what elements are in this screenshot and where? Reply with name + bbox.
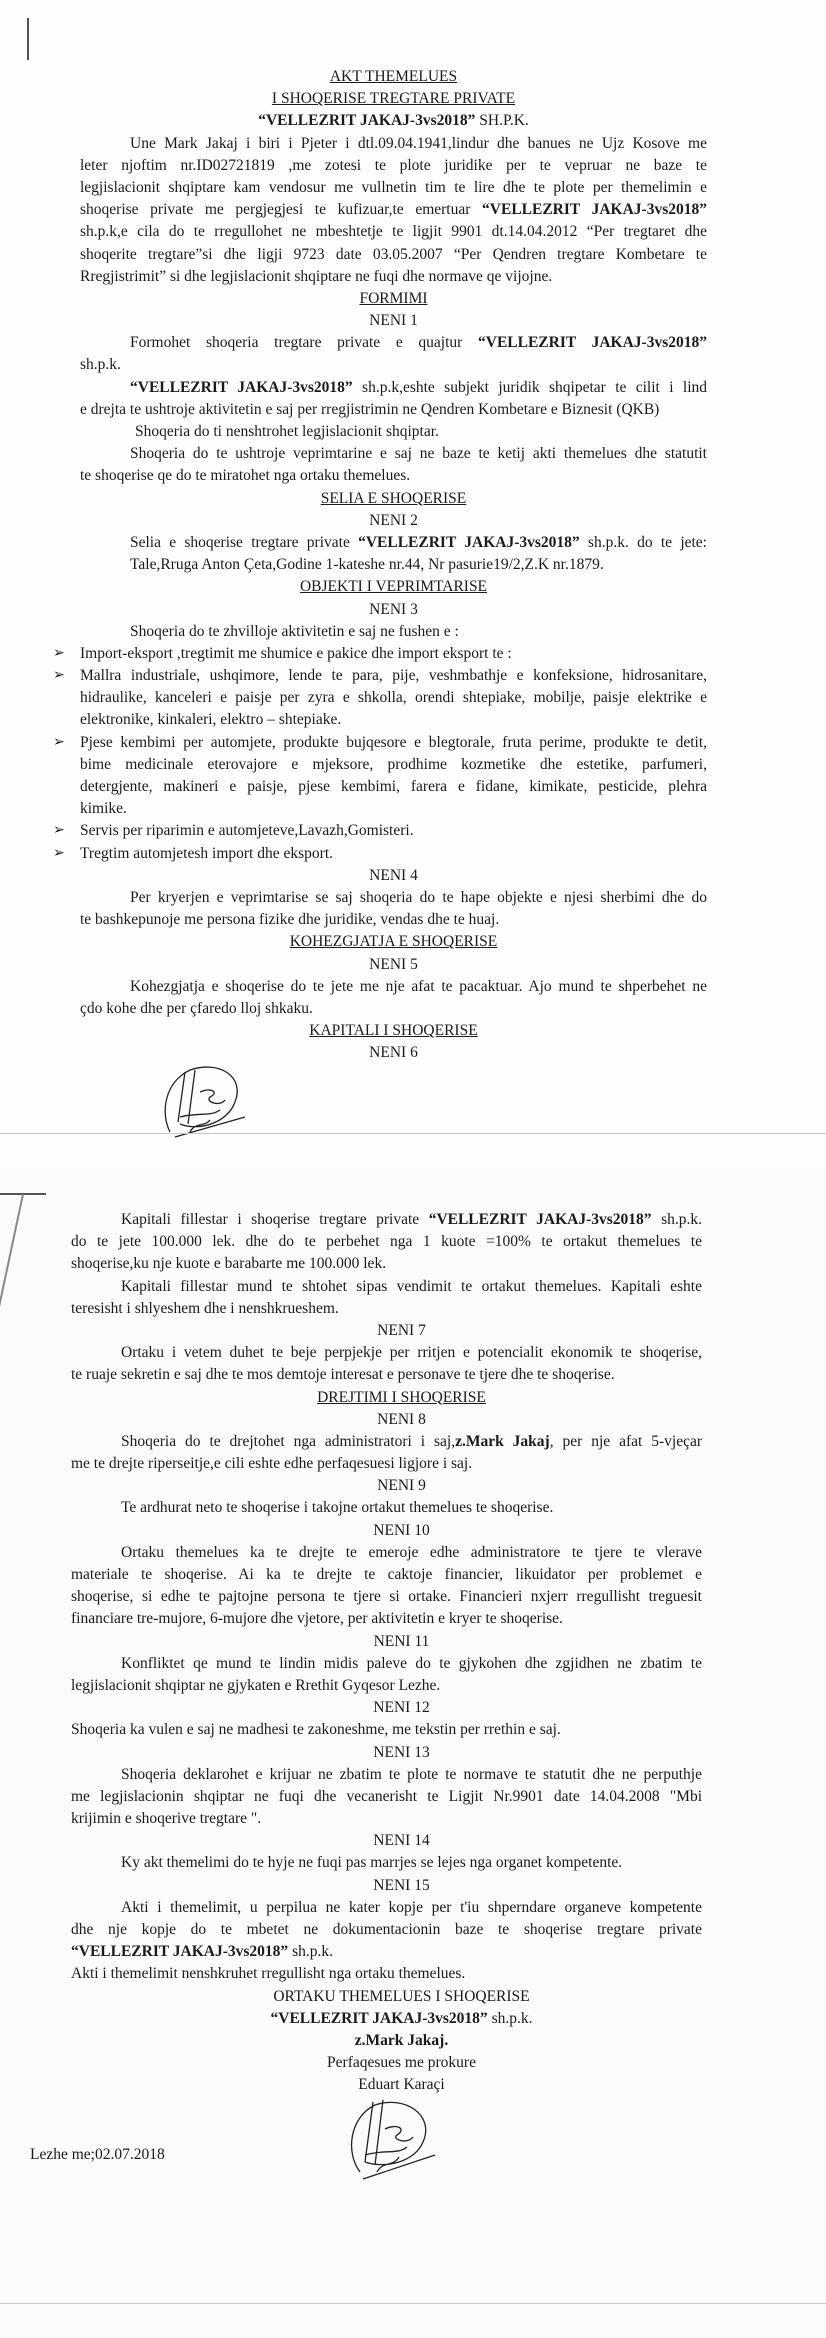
centered-text (71, 1697, 702, 1719)
text-line: Formohet shoqeria tregtare private e quajtur “VELLEZRIT JAKAJ-3vs2018” (130, 334, 707, 352)
text-line: me legjislacionin shqiptar ne fuqi dhe vecanerisht te Ligjit Nr.9901 date 14.04.2008 "Mbi (71, 1787, 702, 1805)
page-edge (0, 1194, 23, 1400)
text-line: legjislacionit shqiptare kam vendosur me vullnetin tim te lire dhe te plote per themelimin e (80, 178, 707, 196)
page-edge (0, 2303, 826, 2304)
text-line: Ky akt themelimi do te hyje ne fuqi pas marrjes se lejes nga organet kompetente. (121, 1854, 623, 1872)
text-line: Servis per riparimin e automjeteve,Lavazh,Gomisteri. (80, 822, 414, 840)
text-line: Import-eksport ,tregtimit me shumice e pakice dhe import eksport te : (80, 644, 512, 662)
text-line: AKT THEMELUES (329, 68, 458, 85)
text-line: Ortaku i vetem duhet te beje perpjekje per rritjen e potencialit ekonomik te shoqerise, (121, 1344, 702, 1362)
paragraph (80, 332, 707, 376)
text-line: FORMIMI (359, 289, 428, 307)
text-line: ORTAKU THEMELUES I SHOQERISE (273, 1987, 530, 2005)
paragraph (80, 421, 707, 443)
paragraph (71, 1897, 702, 1964)
section-heading (80, 576, 707, 598)
text-line: do te jete 100.000 lek. dhe do te perbehet nga 1 kuote =100% te ortakut themelues te (71, 1233, 702, 1251)
text-line: Shoqeria do te drejtohet nga administratori i saj,z.Mark Jakaj, per nje afat 5-vjeçar (121, 1432, 702, 1450)
paragraph (71, 1431, 702, 1475)
paragraph (71, 1653, 702, 1697)
signature (335, 2097, 445, 2182)
text-line: Kohezgjatja e shoqerise do te jete me nje afat te pacaktuar. Ajo mund te shperbehet ne (130, 977, 707, 995)
text-line: te shoqerise qe do te miratohet nga ortaku themelues. (80, 467, 411, 485)
text-line: e drejta te ushtroje aktivitetin e saj per rregjistrimin ne Qendren Kombetare e Biznesit (QKB) (80, 400, 660, 418)
text-line: “VELLEZRIT JAKAJ-3vs2018” SH.P.K. (258, 112, 529, 130)
text-line: OBJEKTI I VEPRIMTARISE (299, 578, 488, 596)
text-line: NENI 9 (377, 1477, 426, 1495)
text-line: NENI 3 (369, 600, 418, 618)
section-heading (80, 288, 707, 310)
text-line: Rregjistrimit” si dhe legjislacionit shqiptare ne fuqi dhe normave qe vijojne. (80, 267, 553, 285)
text-line: Te ardhurat neto te shoqerise i takojne ortakut themelues te shoqerise. (121, 1499, 554, 1517)
centered-text (71, 2074, 702, 2096)
text-line: Mallra industriale, ushqimore, lende te para, pije, veshmbathje e konfeksione, hidrosanitare, (80, 667, 707, 685)
bullet-arrow-icon: ➢ (53, 645, 65, 661)
section-heading (71, 1387, 702, 1409)
text-line: Une Mark Jakaj i biri i Pjeter i dtl.09.04.1941,lindur dhe banues ne Ujz Kosove me (130, 134, 707, 152)
text-line: Ortaku themelues ka te drejte te emeroje edhe administratore te tjere te vlerave (121, 1543, 702, 1561)
text-line: NENI 14 (373, 1832, 430, 1850)
centered-text (71, 1631, 702, 1653)
bullet-arrow-icon: ➢ (53, 845, 65, 861)
text-line: NENI 5 (369, 955, 418, 973)
text-line: KOHEZGJATJA E SHOQERISE (289, 933, 498, 951)
centered-text (71, 2052, 702, 2074)
text-line: Shoqeria do te ushtroje veprimtarine e saj ne baze te ketij akti themelues dhe statutit (130, 445, 707, 463)
text-line: te bashkepunoje me persona fizike dhe juridike, vendas dhe te huaj. (80, 911, 500, 929)
text-line: hidraulike, kanceleri e paisje per zyra e shkolla, orendi shtepiake, mobilje, paisje elektrike e (80, 689, 707, 707)
paragraph (71, 1852, 702, 1874)
centered-text (71, 1875, 702, 1897)
paragraph (80, 976, 707, 1020)
paragraph (71, 1764, 702, 1831)
bullet-item (53, 820, 707, 842)
text-line: Tregtim automjetesh import dhe eksport. (80, 844, 333, 862)
bullet-arrow-icon: ➢ (53, 823, 65, 839)
text-line: Shoqeria do te zhvilloje aktivitetin e saj ne fushen e : (130, 622, 459, 640)
paragraph (80, 532, 707, 576)
text-line: elektronike, kinkaleri, elektro – shtepiake. (80, 711, 342, 729)
text-line: shoqerite tregtare”si dhe ligji 9723 date 03.05.2007 “Per Qendren tregtare Kombetare te (80, 245, 707, 263)
centered-text (71, 2008, 702, 2030)
centered-text (71, 1742, 702, 1764)
text-line: bime medicinale eterovajore e mjeksore, prodhime kozmetike dhe estetike, parfumeri, (80, 755, 707, 773)
text-line: I SHOQERISE TREGTARE PRIVATE (271, 90, 516, 108)
text-line: Perfaqesues me prokure (327, 2054, 476, 2072)
text-line: sh.p.k,e cila do te rregullohet ne mbeshtetje te ligjit 9901 dt.14.04.2012 “Per tregtaret dhe (80, 223, 707, 241)
text-line: NENI 7 (377, 1321, 426, 1339)
document-page-1 (0, 0, 826, 1134)
text-line: teresisht i shlyeshem dhe i nenshkrueshem. (71, 1299, 339, 1317)
text-line: krijimin e shoqerive tregtare ". (71, 1810, 262, 1828)
text-line: “VELLEZRIT JAKAJ-3vs2018” sh.p.k. (270, 2009, 533, 2027)
text-line: NENI 2 (369, 511, 418, 529)
text-line: “VELLEZRIT JAKAJ-3vs2018” sh.p.k. (71, 1943, 333, 1961)
section-heading (80, 488, 707, 510)
paragraph (80, 377, 707, 421)
text-line: Shoqeria do ti nenshtrohet legjislacionit shqiptar. (135, 423, 439, 440)
text-line: te ruaje sekretin e saj dhe te mos demtoje interesat e personave te tjere dhe te shoqerise. (71, 1366, 615, 1384)
text-line: NENI 11 (373, 1632, 430, 1650)
text-line: çdo kohe dhe per çfaredo lloj shkaku. (80, 999, 313, 1017)
text-line: financiare tre-mujore, 6-mujore dhe vjetore, per aktivitetin e kryer te shoqerise. (71, 1610, 563, 1628)
text-line: SELIA E SHOQERISE (320, 489, 467, 507)
page-edge (0, 1133, 826, 1134)
bullet-arrow-icon: ➢ (53, 734, 65, 750)
text-line: kimike. (80, 800, 127, 818)
centered-text (71, 2030, 702, 2052)
centered-text (80, 954, 707, 976)
text-line: Akti i themelimit, u perpilua ne kater kopje per t'iu shperndare organeve kompetente (121, 1898, 702, 1916)
paragraph (71, 1497, 702, 1519)
text-line: NENI 13 (373, 1743, 430, 1761)
text-line: Shoqeria ka vulen e saj ne madhesi te zakoneshme, me tekstin per rrethin e saj. (71, 1721, 561, 1739)
page-1-text (53, 66, 707, 1064)
centered-text (71, 1986, 702, 2008)
text-line: me te drejte riperseitje,e cili eshte edhe perfaqesuesi ligjore i saj. (71, 1455, 473, 1473)
paragraph (71, 1963, 702, 1985)
text-line: legjislacionit shqiptar ne gjykaten e Rrethit Gyqesor Lezhe. (71, 1676, 441, 1694)
document-page-2 (0, 1168, 826, 2338)
centered-text (71, 1320, 702, 1342)
text-line: Kapitali fillestar i shoqerise tregtare private “VELLEZRIT JAKAJ-3vs2018” sh.p.k. (121, 1211, 702, 1228)
text-line: Kapitali fillestar mund te shtohet sipas vendimit te ortakut themelues. Kapitali eshte (121, 1277, 702, 1295)
paragraph (80, 887, 707, 931)
text-line: NENI 4 (369, 866, 418, 884)
text-line: Akti i themelimit nenshkruhet rregullisht nga ortaku themelues. (71, 1965, 466, 1983)
paragraph (80, 133, 707, 288)
text-line: “VELLEZRIT JAKAJ-3vs2018” sh.p.k,eshte subjekt juridik shqipetar te cilit i lind (130, 378, 707, 396)
paragraph (71, 1209, 702, 1276)
text-line: sh.p.k. (80, 356, 121, 374)
bullet-item (53, 643, 707, 665)
text-line: KAPITALI I SHOQERISE (309, 1022, 478, 1040)
place-date: Lezhe me;02.07.2018 (30, 2146, 165, 2163)
text-line: NENI 1 (369, 312, 418, 330)
bullet-item (53, 732, 707, 821)
text-line: NENI 15 (373, 1876, 430, 1894)
text-line: materiale te shoqerise. Ai ka te drejte te caktoje financier, likuidator per problemet e (71, 1566, 702, 1583)
paragraph (71, 1276, 702, 1320)
section-heading (80, 66, 707, 88)
section-heading (80, 931, 707, 953)
text-line: DREJTIMI I SHOQERISE (317, 1388, 486, 1406)
text-line: shoqerise private me pergjegjesi te kufizuar,te emertuar “VELLEZRIT JAKAJ-3vs2018” (80, 201, 707, 219)
section-heading (80, 88, 707, 110)
centered-text (71, 1475, 702, 1497)
centered-text (80, 510, 707, 532)
paragraph (80, 621, 707, 643)
text-line: Selia e shoqerise tregtare private “VELLEZRIT JAKAJ-3vs2018” sh.p.k. do te jete: (130, 533, 707, 551)
text-line: NENI 8 (377, 1410, 426, 1428)
centered-text (71, 1520, 702, 1542)
text-line: Konfliktet qe mund te lindin midis paleve do te gjykohen dhe zgjidhen ne zbatim te (121, 1654, 702, 1672)
centered-text (71, 1830, 702, 1852)
text-line: shoqerise, si edhe te pajtojne persona te tjere si ortake. Financieri nxjerr rregullisht treguesit (71, 1588, 702, 1606)
bullet-item (53, 843, 707, 865)
text-line: leter njoftim nr.ID02721819 ,me zotesi te plote juridike per te vepruar ne baze te (80, 156, 707, 174)
page-2-text (71, 1209, 702, 2097)
paragraph (71, 1342, 702, 1386)
text-line: Eduart Karaçi (358, 2076, 445, 2094)
paragraph (71, 1542, 702, 1631)
text-line: dhe nje kopje do te mbetet ne dokumentacionin baze te shoqerise tregtare private (71, 1921, 702, 1938)
centered-text (80, 310, 707, 332)
paragraph (80, 443, 707, 487)
text-line: NENI 6 (369, 1044, 418, 1062)
text-line: Shoqeria deklarohet e krijuar ne zbatim te plote te normave te statutit dhe ne perputhje (121, 1765, 702, 1783)
centered-text (80, 110, 707, 132)
text-line: Pjese kembimi per automjete, produkte bujqesore e blegtorale, fruta perime, produkte te detit, (80, 733, 707, 751)
signature (150, 1062, 260, 1142)
text-line: z.Mark Jakaj. (354, 2031, 449, 2049)
text-line: Per kryerjen e veprimtarise se saj shoqeria do te hape objekte e njesi sherbimi dhe do (130, 888, 707, 906)
text-line: shoqerise,ku nje kuote e barabarte me 100.000 lek. (71, 1255, 387, 1273)
bullet-arrow-icon: ➢ (53, 668, 65, 684)
text-line: NENI 12 (373, 1699, 430, 1717)
section-heading (80, 1020, 707, 1042)
paragraph (71, 1719, 702, 1741)
centered-text (71, 1409, 702, 1431)
centered-text (80, 865, 707, 887)
bullet-item (53, 665, 707, 732)
text-line: Tale,Rruga Anton Çeta,Godine 1-kateshe nr.44, Nr pasurie19/2,Z.K nr.1879. (130, 556, 604, 574)
text-line: detergjente, makineri e paisje, pjese kembimi, farera e fidane, kimikate, pesticide, plehra (80, 778, 707, 795)
centered-text (80, 599, 707, 621)
scan-mark (27, 18, 29, 60)
text-line: NENI 10 (373, 1521, 430, 1539)
